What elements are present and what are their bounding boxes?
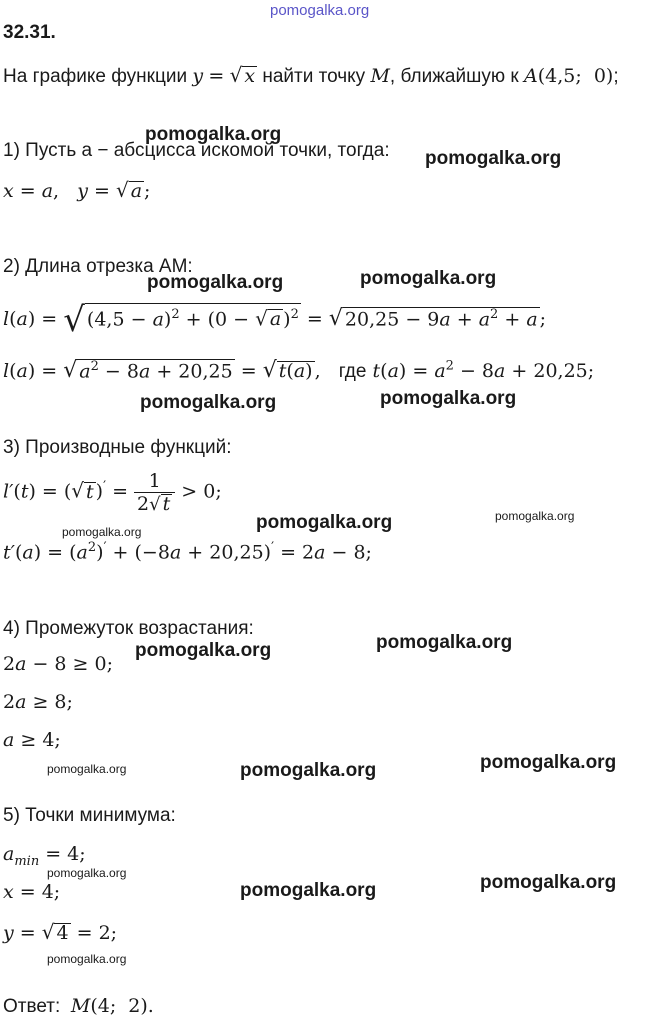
watermark: pomogalka.org (425, 148, 562, 169)
watermark: pomogalka.org (140, 392, 277, 413)
step-1-title: 1) Пусть a − абсцисса искомой точки, тогда: (3, 140, 390, 161)
answer (3, 995, 154, 1018)
watermark-top: pomogalka.org (270, 2, 370, 19)
answer-label: Ответ: (3, 996, 61, 1017)
watermark: pomogalka.org (480, 872, 617, 893)
watermark: pomogalka.org (240, 880, 377, 901)
watermark: pomogalka.org (47, 762, 127, 776)
problem-number: 32.31. (3, 22, 56, 43)
step-4-line-3: a ≥ 4; (3, 729, 61, 751)
step-3-line-1: l′(t) = (√ t )′ = $\frac{1}{2√ t}$ > 0; (3, 470, 222, 515)
text-source (0, 0, 1, 1)
step-3-title: 3) Производные функций: (3, 437, 232, 458)
step-2-line-1: l(a) = √ $(4,5 - a)^2 + (0$ − √ a )$^2$ = √ $20,25 - 9a + a^2 + a$ ; (3, 300, 547, 340)
problem-statement: На графике функции y = √ x найти точку M, ближайшую к A(4,5; 0); (3, 63, 619, 87)
watermark: pomogalka.org (380, 388, 517, 409)
step-5-line-2: x = 4; (3, 881, 61, 903)
step-4-title: 4) Промежуток возрастания: (3, 618, 254, 639)
step-2-line-2: l(a) = √ $a^2 - 8a + 20,25$ = √ t(a) , где $t(a) = a^2 - 8a + 20,25$; (3, 358, 595, 383)
step-4-line-1: 2a − 8 ≥ 0; (3, 653, 113, 675)
step-3-line-2: $t'(a) = (a^2)' + (-8a + 20,25)' = 2a - 8$; (3, 540, 372, 564)
watermark: pomogalka.org (480, 752, 617, 773)
watermark: pomogalka.org (240, 760, 377, 781)
step-2-title: 2) Длина отрезка AM: (3, 256, 193, 277)
watermark: pomogalka.org (135, 640, 272, 661)
watermark: pomogalka.org (47, 952, 127, 966)
watermark: pomogalka.org (256, 512, 393, 533)
answer-value: M(4; 2). (70, 995, 154, 1017)
watermark: pomogalka.org (145, 124, 282, 145)
watermark: pomogalka.org (62, 525, 142, 539)
watermark: pomogalka.org (147, 272, 284, 293)
watermark: pomogalka.org (495, 509, 575, 523)
step-1-line-1: x = a, y = √ a ; (3, 178, 151, 202)
watermark: pomogalka.org (47, 866, 127, 880)
watermark: pomogalka.org (360, 268, 497, 289)
step-5-line-1: $a_{min} = 4$; (3, 843, 86, 869)
step-4-line-2: 2a ≥ 8; (3, 691, 73, 713)
step-5-line-3: y = √ 4 = 2; (3, 920, 118, 944)
watermark: pomogalka.org (376, 632, 513, 653)
step-5-title: 5) Точки минимума: (3, 805, 176, 826)
